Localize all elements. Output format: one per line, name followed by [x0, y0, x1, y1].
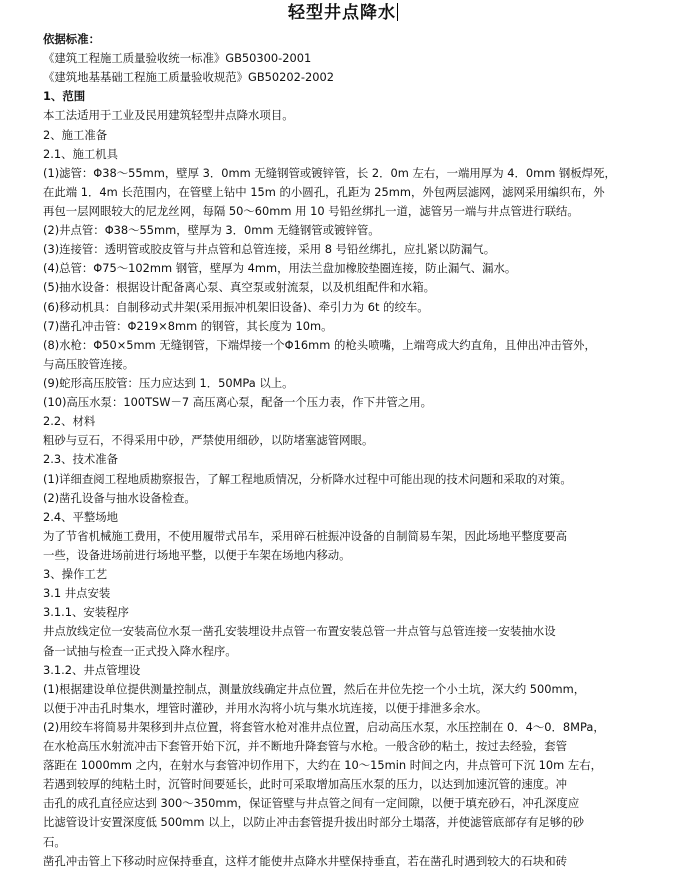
text-line: 3.1.2、井点管埋设	[43, 662, 141, 677]
text-line: 3、操作工艺	[43, 567, 108, 582]
text-line: 井点放线定位一安装高位水泵一凿孔安装埋设井点管一布置安装总管一井点管与总管连接一安装抽水设	[43, 624, 556, 639]
text-line: (8)水枪：Φ50×5mm 无缝钢管，下端焊接一个Φ16mm 的枪头喷嘴，上端弯成大约直角，且伸出冲击管外，	[43, 337, 596, 352]
text-line: 落距在 1000mm 之内，在射水与套管冲切作用下，大约在 10～15min 时间之内，井点管可下沉 10m 左右，	[43, 758, 603, 773]
text-line: 再包一层网眼较大的尼龙丝网，每隔 50～60mm 用 10 号铅丝绑扎一道，滤管另一端与井点管进行联结。	[43, 203, 579, 218]
text-line: 《建筑工程施工质量验收统一标准》GB50300-2001	[43, 51, 312, 66]
text-line: 备一试抽与检查一正式投入降水程序。	[43, 643, 237, 658]
text-line: (10)高压水泵：100TSW－7 高压离心泵，配备一个压力表，作下井管之用。	[43, 395, 432, 410]
document-body	[43, 30, 678, 871]
text-line: 本工法适用于工业及民用建筑轻型井点降水项目。	[43, 108, 294, 123]
text-line: 《建筑地基基础工程施工质量验收规范》GB50202-2002	[43, 70, 335, 85]
text-line: (1)根据建设单位提供测量控制点，测量放线确定井点位置，然后在井位先挖一个小土坑，深大约 500mm，	[43, 681, 586, 696]
text-line: (2)井点管：Φ38～55mm，壁厚为 3．0mm 无缝钢管或镀锌管。	[43, 223, 380, 238]
text-line: (2)用绞车将简易井架移到井点位置，将套管水枪对准井点位置，启动高压水泵，水压控制在 0．4～0．8MPa，	[43, 719, 605, 734]
text-line: 3.1 井点安装	[43, 586, 111, 601]
text-line: 比滤管设计安置深度低 500mm 以上，以防止冲击套管提升拔出时部分土塌落，并使滤管底部存有足够的砂	[43, 815, 584, 830]
text-line: (1)滤管：Φ38～55mm，壁厚 3．0mm 无缝钢管或镀锌管，长 2．0m 左右，一端用厚为 4．0mm 钢板焊死，	[43, 165, 616, 180]
title-text: 轻型井点降水	[288, 3, 396, 23]
text-line: 3.1.1、安装程序	[43, 605, 129, 620]
text-line: 凿孔冲击管上下移动时应保持垂直，这样才能使井点降水井壁保持垂直，若在凿孔时遇到较大的石块和砖	[43, 853, 567, 868]
text-line: (7)凿孔冲击管：Φ219×8mm 的钢管，其长度为 10m。	[43, 318, 333, 333]
text-line: 在此端 1．4m 长范围内，在管壁上钻中 15m 的小圆孔，孔距为 25mm，外包两层滤网，滤网采用编织布，外	[43, 184, 605, 199]
document-title	[0, 2, 686, 24]
text-line: (1)详细查阅工程地质勘察报告，了解工程地质情况，分析降水过程中可能出现的技术问题和采取的对策。	[43, 471, 572, 486]
text-line: 一些，设备进场前进行场地平整，以便于车架在场地内移动。	[43, 547, 351, 562]
text-line: 2.1、施工机具	[43, 146, 119, 161]
text-line: 依据标准：	[43, 32, 100, 46]
text-line: (3)连接管：透明管或胶皮管与井点管和总管连接，采用 8 号铅丝绑扎，应扎紧以防漏气。	[43, 242, 496, 257]
text-line: (5)抽水设备：根据设计配备离心泵、真空泵或射流泵，以及机组配件和水箱。	[43, 280, 436, 295]
text-line: (6)移动机具：自制移动式井架(采用振冲机架旧设备)、牵引力为 6t 的绞车。	[43, 299, 429, 314]
text-line: 2.4、平整场地	[43, 509, 119, 524]
text-line: 2.3、技术准备	[43, 452, 119, 467]
text-line: 粗砂与豆石，不得采用中砂，严禁使用细砂，以防堵塞滤管网眼。	[43, 433, 374, 448]
text-line: (4)总管：Φ75～102mm 钢管，壁厚为 4mm，用法兰盘加橡胶垫圈连接，防止漏气、漏水。	[43, 261, 517, 276]
text-line: 与高压胶管连接。	[43, 356, 135, 371]
text-line: 2.2、材料	[43, 414, 96, 429]
text-cursor	[397, 3, 398, 21]
text-line: 以便于冲击孔时集水，埋管时灌砂，并用水沟将小坑与集水坑连接，以便于排泄多余水。	[43, 700, 488, 715]
text-line: (9)蛇形高压胶管：压力应达到 1．50MPa 以上。	[43, 375, 294, 390]
text-line: 在水枪高压水射流冲击下套管开始下沉，并不断地升降套管与水枪。一般含砂的粘土，按过去经验，套管	[43, 739, 567, 754]
text-line: 击孔的成孔直径应达到 300～350mm，保证管壁与井点管之间有一定间隙，以便于填充砂石，冲孔深度应	[43, 796, 580, 811]
text-line: 1、范围	[43, 89, 86, 104]
text-line: 2、施工准备	[43, 127, 108, 142]
text-line: (2)凿孔设备与抽水设备检查。	[43, 490, 196, 505]
text-line: 为了节省机械施工费用，不使用履带式吊车，采用碎石桩振冲设备的自制简易车架，因此场地平整度要高	[43, 528, 567, 543]
text-line: 若遇到较厚的纯粘土时，沉管时间要延长，此时可采取增加高压水泵的压力，以达到加速沉管的速度。冲	[43, 777, 567, 792]
text-line: 石。	[43, 834, 66, 849]
